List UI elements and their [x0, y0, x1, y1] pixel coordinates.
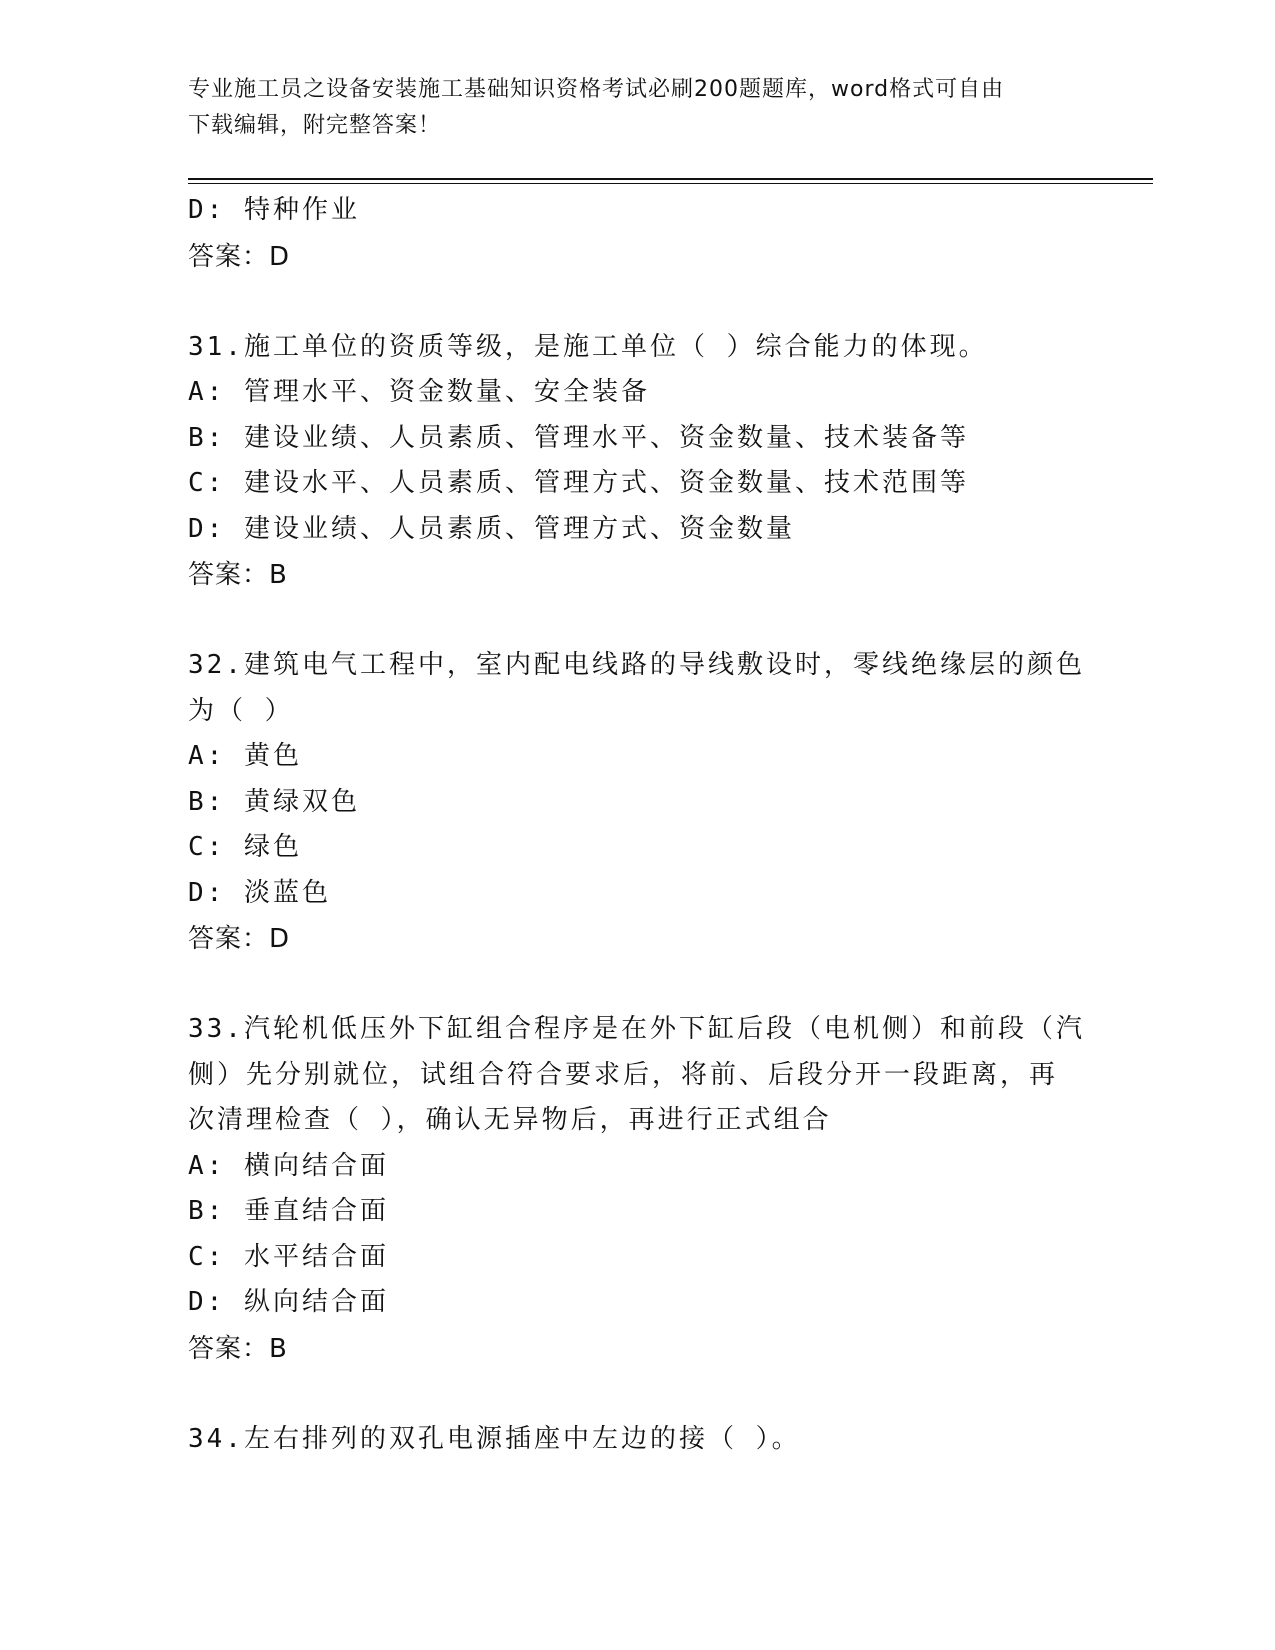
question-stem-line-1: 33.汽轮机低压外下缸组合程序是在外下缸后段（电机侧）和前段（汽 [188, 1014, 1085, 1044]
question-list [188, 188, 1088, 1462]
option-a: A: 管理水平、资金数量、安全装备 [188, 377, 650, 407]
answer-label: 答案：B [188, 1333, 288, 1364]
answer-label: 答案：D [188, 241, 291, 272]
header-line-1: 专业施工员之设备安装施工基础知识资格考试必刷200题题库，word格式可自由 [188, 77, 1005, 102]
option-d: D: 淡蓝色 [188, 877, 331, 908]
question-stem: 31.施工单位的资质等级，是施工单位（ ）综合能力的体现。 [188, 331, 988, 362]
spacer [188, 962, 1088, 1007]
question-30-tail [188, 188, 1088, 280]
question-32 [188, 643, 1088, 962]
header-line-2: 下载编辑，附完整答案！ [188, 113, 442, 138]
question-33 [188, 1007, 1088, 1372]
option-a: A: 黄色 [188, 741, 302, 771]
question-stem-line-1: 32.建筑电气工程中，室内配电线路的导线敷设时，零线绝缘层的颜色 [188, 650, 1085, 680]
option-b: B: 建设业绩、人员素质、管理水平、资金数量、技术装备等 [188, 422, 969, 453]
answer-label: 答案：B [188, 560, 288, 590]
question-stem-line-2: 为（ ） [188, 695, 294, 726]
option-d: D: 纵向结合面 [188, 1287, 389, 1317]
question-stem-line-2: 侧）先分别就位，试组合符合要求后，将前、后段分开一段距离，再 [188, 1059, 1059, 1090]
answer-label: 答案：D [188, 924, 291, 954]
header-divider-top [188, 178, 1153, 180]
option-b: B: 黄绿双色 [188, 786, 360, 817]
option-a: A: 横向结合面 [188, 1150, 389, 1181]
option-b: B: 垂直结合面 [188, 1196, 389, 1226]
option-d: D: 特种作业 [188, 195, 360, 225]
document-header [188, 72, 1088, 144]
question-34 [188, 1417, 1088, 1463]
option-c: C: 建设水平、人员素质、管理方式、资金数量、技术范围等 [188, 468, 969, 498]
option-c: C: 绿色 [188, 832, 302, 862]
question-stem-line-3: 次清理检查（ ），确认无异物后，再进行正式组合 [188, 1105, 832, 1135]
header-divider-bottom [188, 183, 1153, 184]
question-stem: 34.左右排列的双孔电源插座中左边的接（ ）。 [188, 1423, 801, 1454]
question-31 [188, 325, 1088, 599]
spacer [188, 1372, 1088, 1417]
spacer [188, 280, 1088, 325]
option-c: C: 水平结合面 [188, 1241, 389, 1272]
spacer [188, 598, 1088, 643]
option-d: D: 建设业绩、人员素质、管理方式、资金数量 [188, 513, 795, 544]
